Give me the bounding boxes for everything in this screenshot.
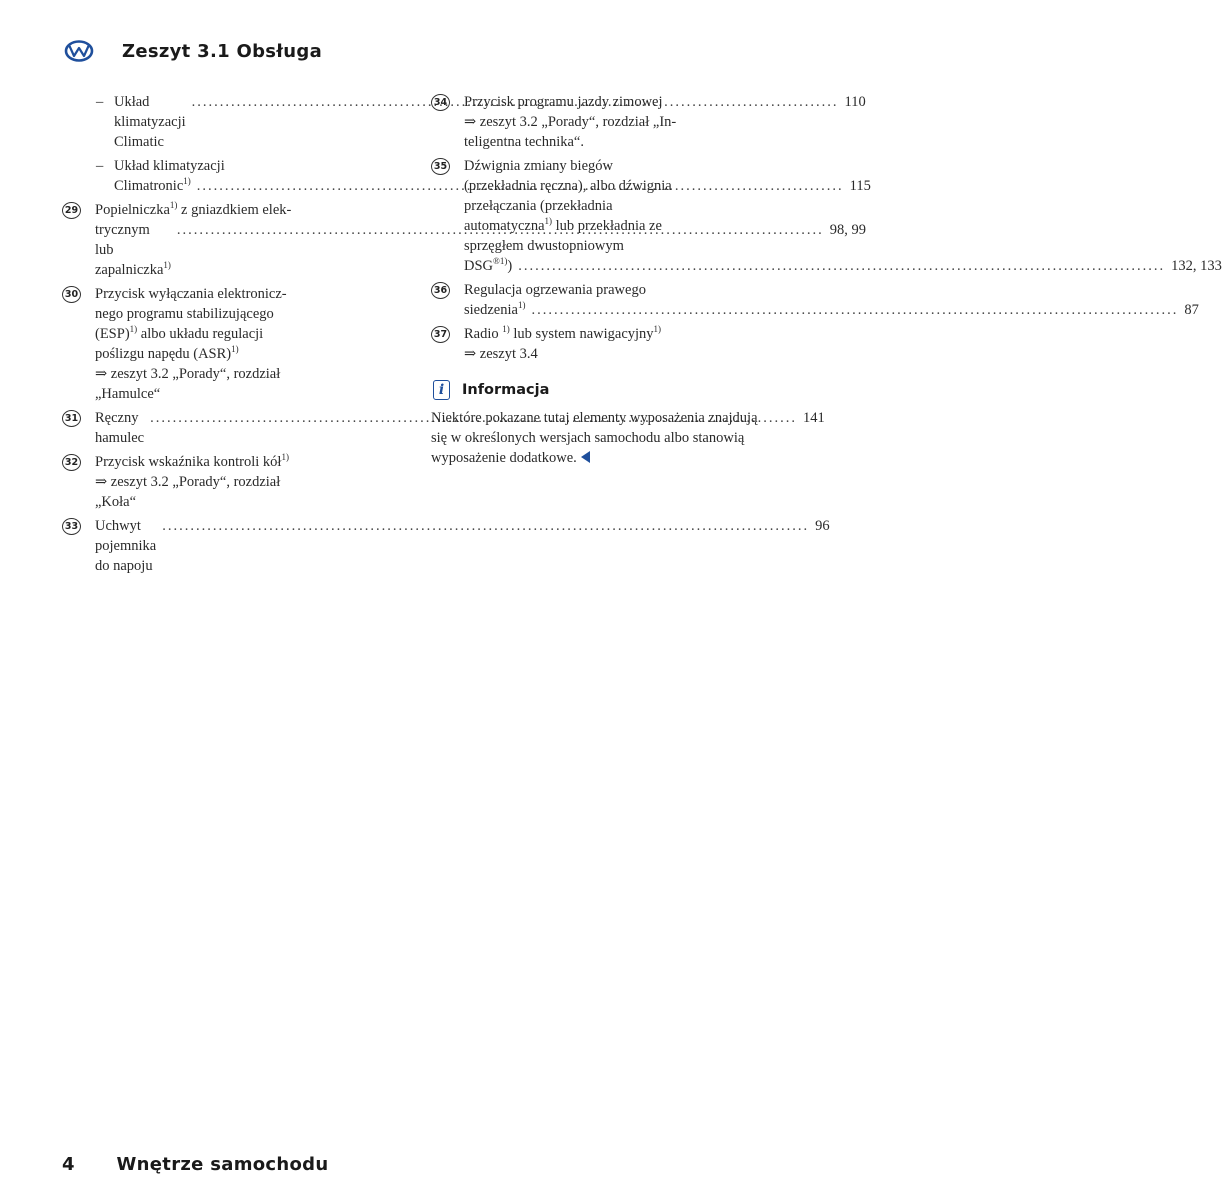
info-text: Niektóre pokazane tutaj elementy wyposażenia znajdują się w określonych wersjach samochodu albo stanowią wyposażenie dodatkowe. (431, 410, 758, 466)
item-number-badge: 30 (62, 286, 81, 303)
list-item-36: 36 Regulacja ogrzewania prawego siedzenia$^{1)}$ ..... 87 (431, 280, 769, 320)
info-title: Informacja (462, 382, 550, 398)
list-subitem: – Układ klimatyzacji Climatic ..... 110 (96, 92, 404, 152)
info-box-header (431, 380, 769, 400)
page-ref: 141 (802, 410, 825, 426)
page-number: 4 (62, 1154, 75, 1175)
item-number-badge: 36 (431, 282, 450, 299)
list-subitem: – Układ klimatyzacji Climatronic$^{1)}$ ..... 115 (96, 156, 404, 196)
list-item-30: 30 Przycisk wyłączania elektronicz- nego programu stabilizującego (ESP)$^{1)}$ albo układu regulacji poślizgu napędu (ASR)$^{1)}$ ⇒ zeszyt 3.2 „Porady“, rozdział „Hamulce“ (62, 284, 404, 404)
page-ref: 132, 133 (1171, 258, 1222, 274)
page-ref: 87 (1184, 302, 1199, 318)
list-item-35: 35 Dźwignia zmiany biegów (przekładnia ręczna), albo dźwignia przełączania (przekładnia automatyczna$^{1)}$ lub przekładnia ze sprzęgłem dwustopniowym $DSG^{®1)}$) ..... 132, 133 (431, 156, 769, 276)
end-of-section-icon (581, 451, 590, 463)
page-ref: 115 (849, 178, 871, 194)
cross-reference: ⇒ zeszyt 3.4 (464, 346, 538, 362)
list-item-32: 32 Przycisk wskaźnika kontroli kół$^{1)}$ ⇒ zeszyt 3.2 „Porady“, rozdział „Koła“ (62, 452, 404, 512)
list-item-37: 37 Radio $^{1)}$ lub system nawigacyjny$^{1)}$ ⇒ zeszyt 3.4 (431, 324, 769, 364)
page-title: Zeszyt 3.1 Obsługa (122, 40, 323, 62)
item-number-badge: 31 (62, 410, 81, 427)
info-icon: i (433, 380, 450, 400)
footer-title: Wnętrze samochodu (116, 1154, 329, 1175)
cross-reference: ⇒ zeszyt 3.2 „Porady“, rozdział (95, 366, 281, 382)
list-item-29: 29 Popielniczka$^{1)}$ z gniazdkiem elek- trycznym lub zapalniczka$^{1)}$ ..... 98, 99 (62, 200, 404, 280)
list-item-34: 34 Przycisk programu jazdy zimowej ⇒ zeszyt 3.2 „Porady“, rozdział „In- teligentna technika“. (431, 92, 769, 152)
item-number-badge: 34 (431, 94, 450, 111)
cross-reference: ⇒ zeszyt 3.2 „Porady“, rozdział (95, 474, 281, 490)
cross-reference: ⇒ zeszyt 3.2 „Porady“, rozdział „In- (464, 114, 677, 130)
page-ref: 110 (844, 94, 866, 110)
vw-logo-icon (64, 40, 94, 62)
page-header (64, 36, 322, 66)
page-ref: 98, 99 (829, 222, 867, 238)
list-item-31: 31 Ręczny hamulec ..... 141 (62, 408, 404, 448)
item-number-badge: 33 (62, 518, 81, 535)
item-number-badge: 29 (62, 202, 81, 219)
item-number-badge: 35 (431, 158, 450, 175)
item-number-badge: 37 (431, 326, 450, 343)
list-item-33: 33 Uchwyt pojemnika do napoju ..... 96 (62, 516, 404, 576)
item-number-badge: 32 (62, 454, 81, 471)
page-footer (62, 1154, 328, 1175)
page-ref: 96 (815, 518, 830, 534)
